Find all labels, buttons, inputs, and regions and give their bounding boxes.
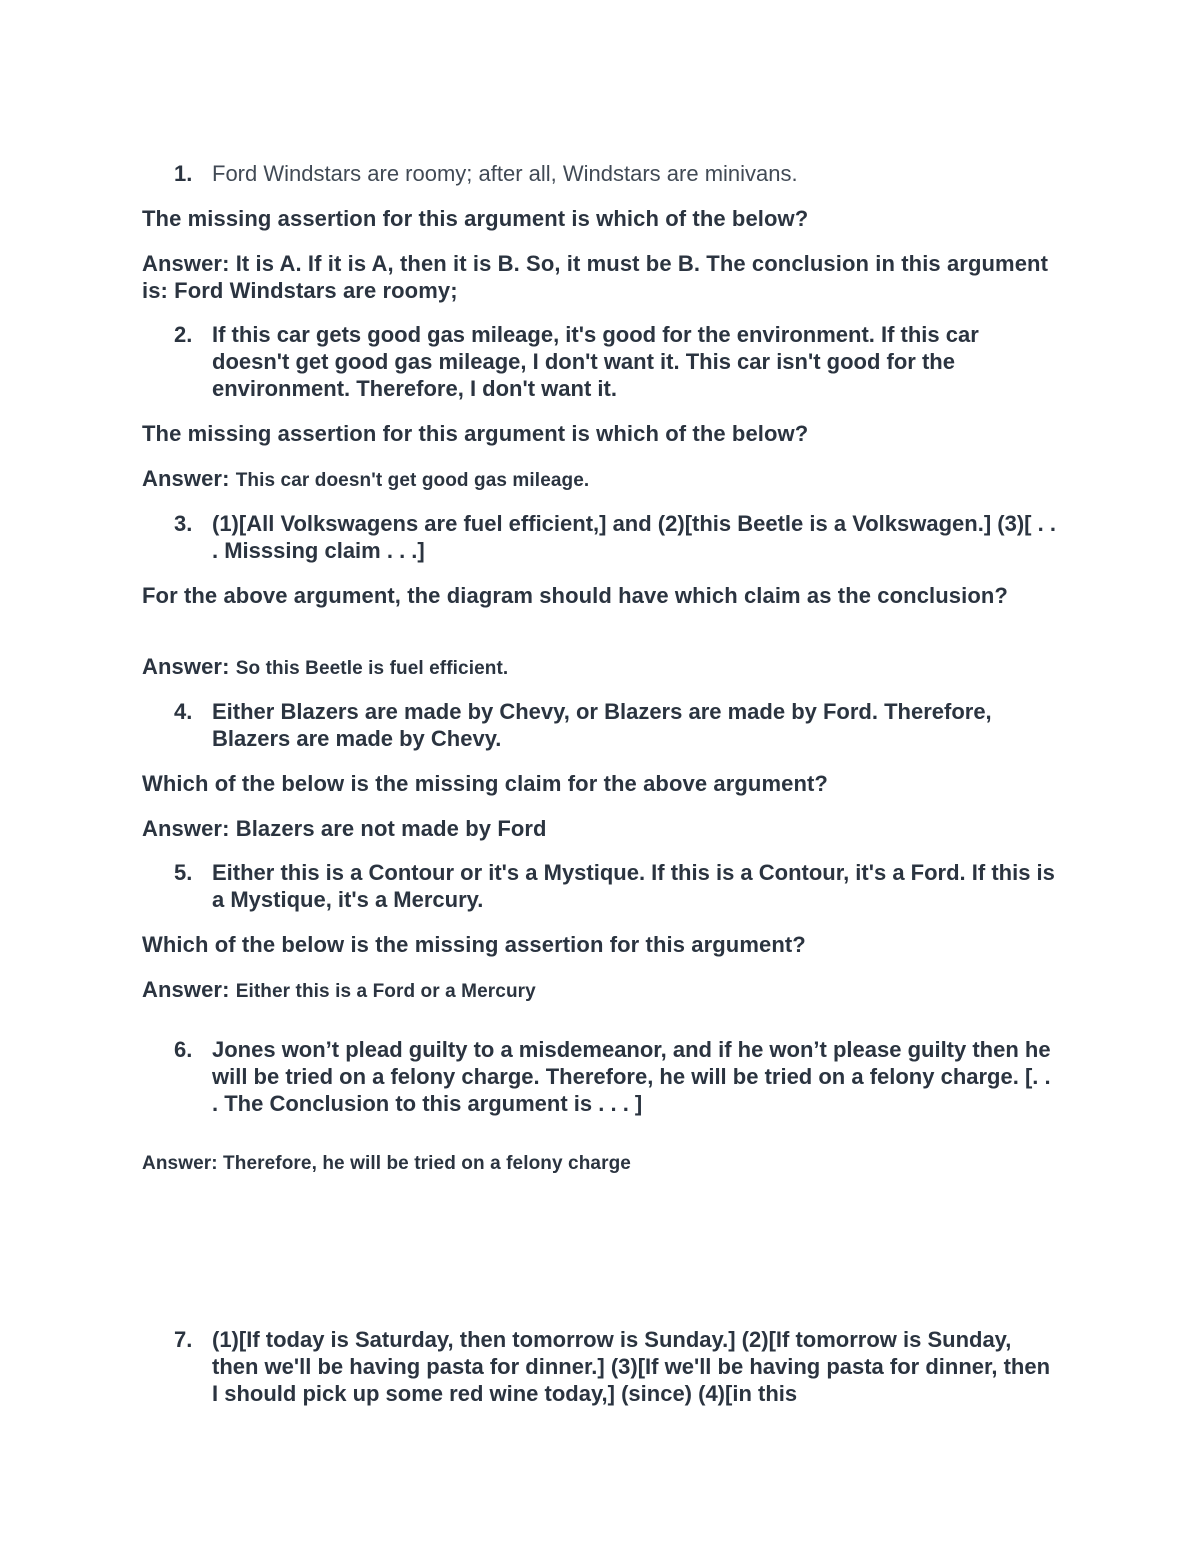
question-text: Which of the below is the missing assertion for this argument?: [142, 932, 806, 957]
item-number: 6.: [174, 1037, 193, 1062]
answer-line: [142, 465, 1062, 494]
answer-label: Answer:: [142, 466, 230, 491]
answer-label: Answer:: [142, 654, 230, 679]
item-number: 4.: [174, 699, 193, 724]
answer-text: This car doesn't get good gas mileage.: [235, 470, 590, 491]
answer-text: Either this is a Ford or a Mercury: [235, 981, 536, 1002]
item-number: 3.: [174, 511, 193, 536]
item-number: 5.: [174, 860, 193, 885]
item-text: Jones won’t plead guilty to a misdemeanor, and if he won’t please guilty then he will be tried on a felony charge. Therefore, he will be tried on a felony charge. [. . . The Conclusion to this argument is . . . ]: [212, 1037, 1051, 1116]
answer-text: So this Beetle is fuel efficient.: [235, 658, 509, 679]
answer-text: Answer: It is A. If it is A, then it is B. So, it must be B. The conclusion in this argument is: Ford Windstars are roomy;: [142, 251, 1048, 303]
question-text: The missing assertion for this argument is which of the below?: [142, 206, 809, 231]
answer-text: Answer: Blazers are not made by Ford: [142, 816, 547, 841]
question-text: The missing assertion for this argument is which of the below?: [142, 421, 809, 446]
item-number: 7.: [174, 1327, 193, 1352]
item-number: 2.: [174, 322, 193, 347]
item-number: 1.: [174, 161, 193, 186]
item-text: (1)[All Volkswagens are fuel efficient,] and (2)[this Beetle is a Volkswagen.] (3)[ . . . Misssing claim . . .]: [212, 511, 1056, 563]
answer-label: Answer:: [142, 977, 230, 1002]
answer-text: Answer: Therefore, he will be tried on a felony charge: [142, 1153, 631, 1174]
question-text: For the above argument, the diagram should have which claim as the conclusion?: [142, 583, 1008, 608]
question-text: Which of the below is the missing claim for the above argument?: [142, 771, 828, 796]
item-text: (1)[If today is Saturday, then tomorrow is Sunday.] (2)[If tomorrow is Sunday, then we'll be having pasta for dinner.] (3)[If we'll be having pasta for dinner, then I should pick up some red wine today,] (since) (4)[in this: [212, 1327, 1051, 1406]
item-text: Either this is a Contour or it's a Mystique. If this is a Contour, it's a Ford. If this is a Mystique, it's a Mercury.: [212, 860, 1055, 912]
item-text: Ford Windstars are roomy; after all, Windstars are minivans.: [212, 161, 798, 186]
item-text: If this car gets good gas mileage, it's good for the environment. If this car doesn't get good gas mileage, I don't want it. This car isn't good for the environment. Therefore, I don't want it.: [212, 322, 979, 401]
answer-line: [142, 976, 1062, 1005]
answer-line: [142, 653, 1062, 682]
item-text: Either Blazers are made by Chevy, or Blazers are made by Ford. Therefore, Blazers are made by Chevy.: [212, 699, 992, 751]
